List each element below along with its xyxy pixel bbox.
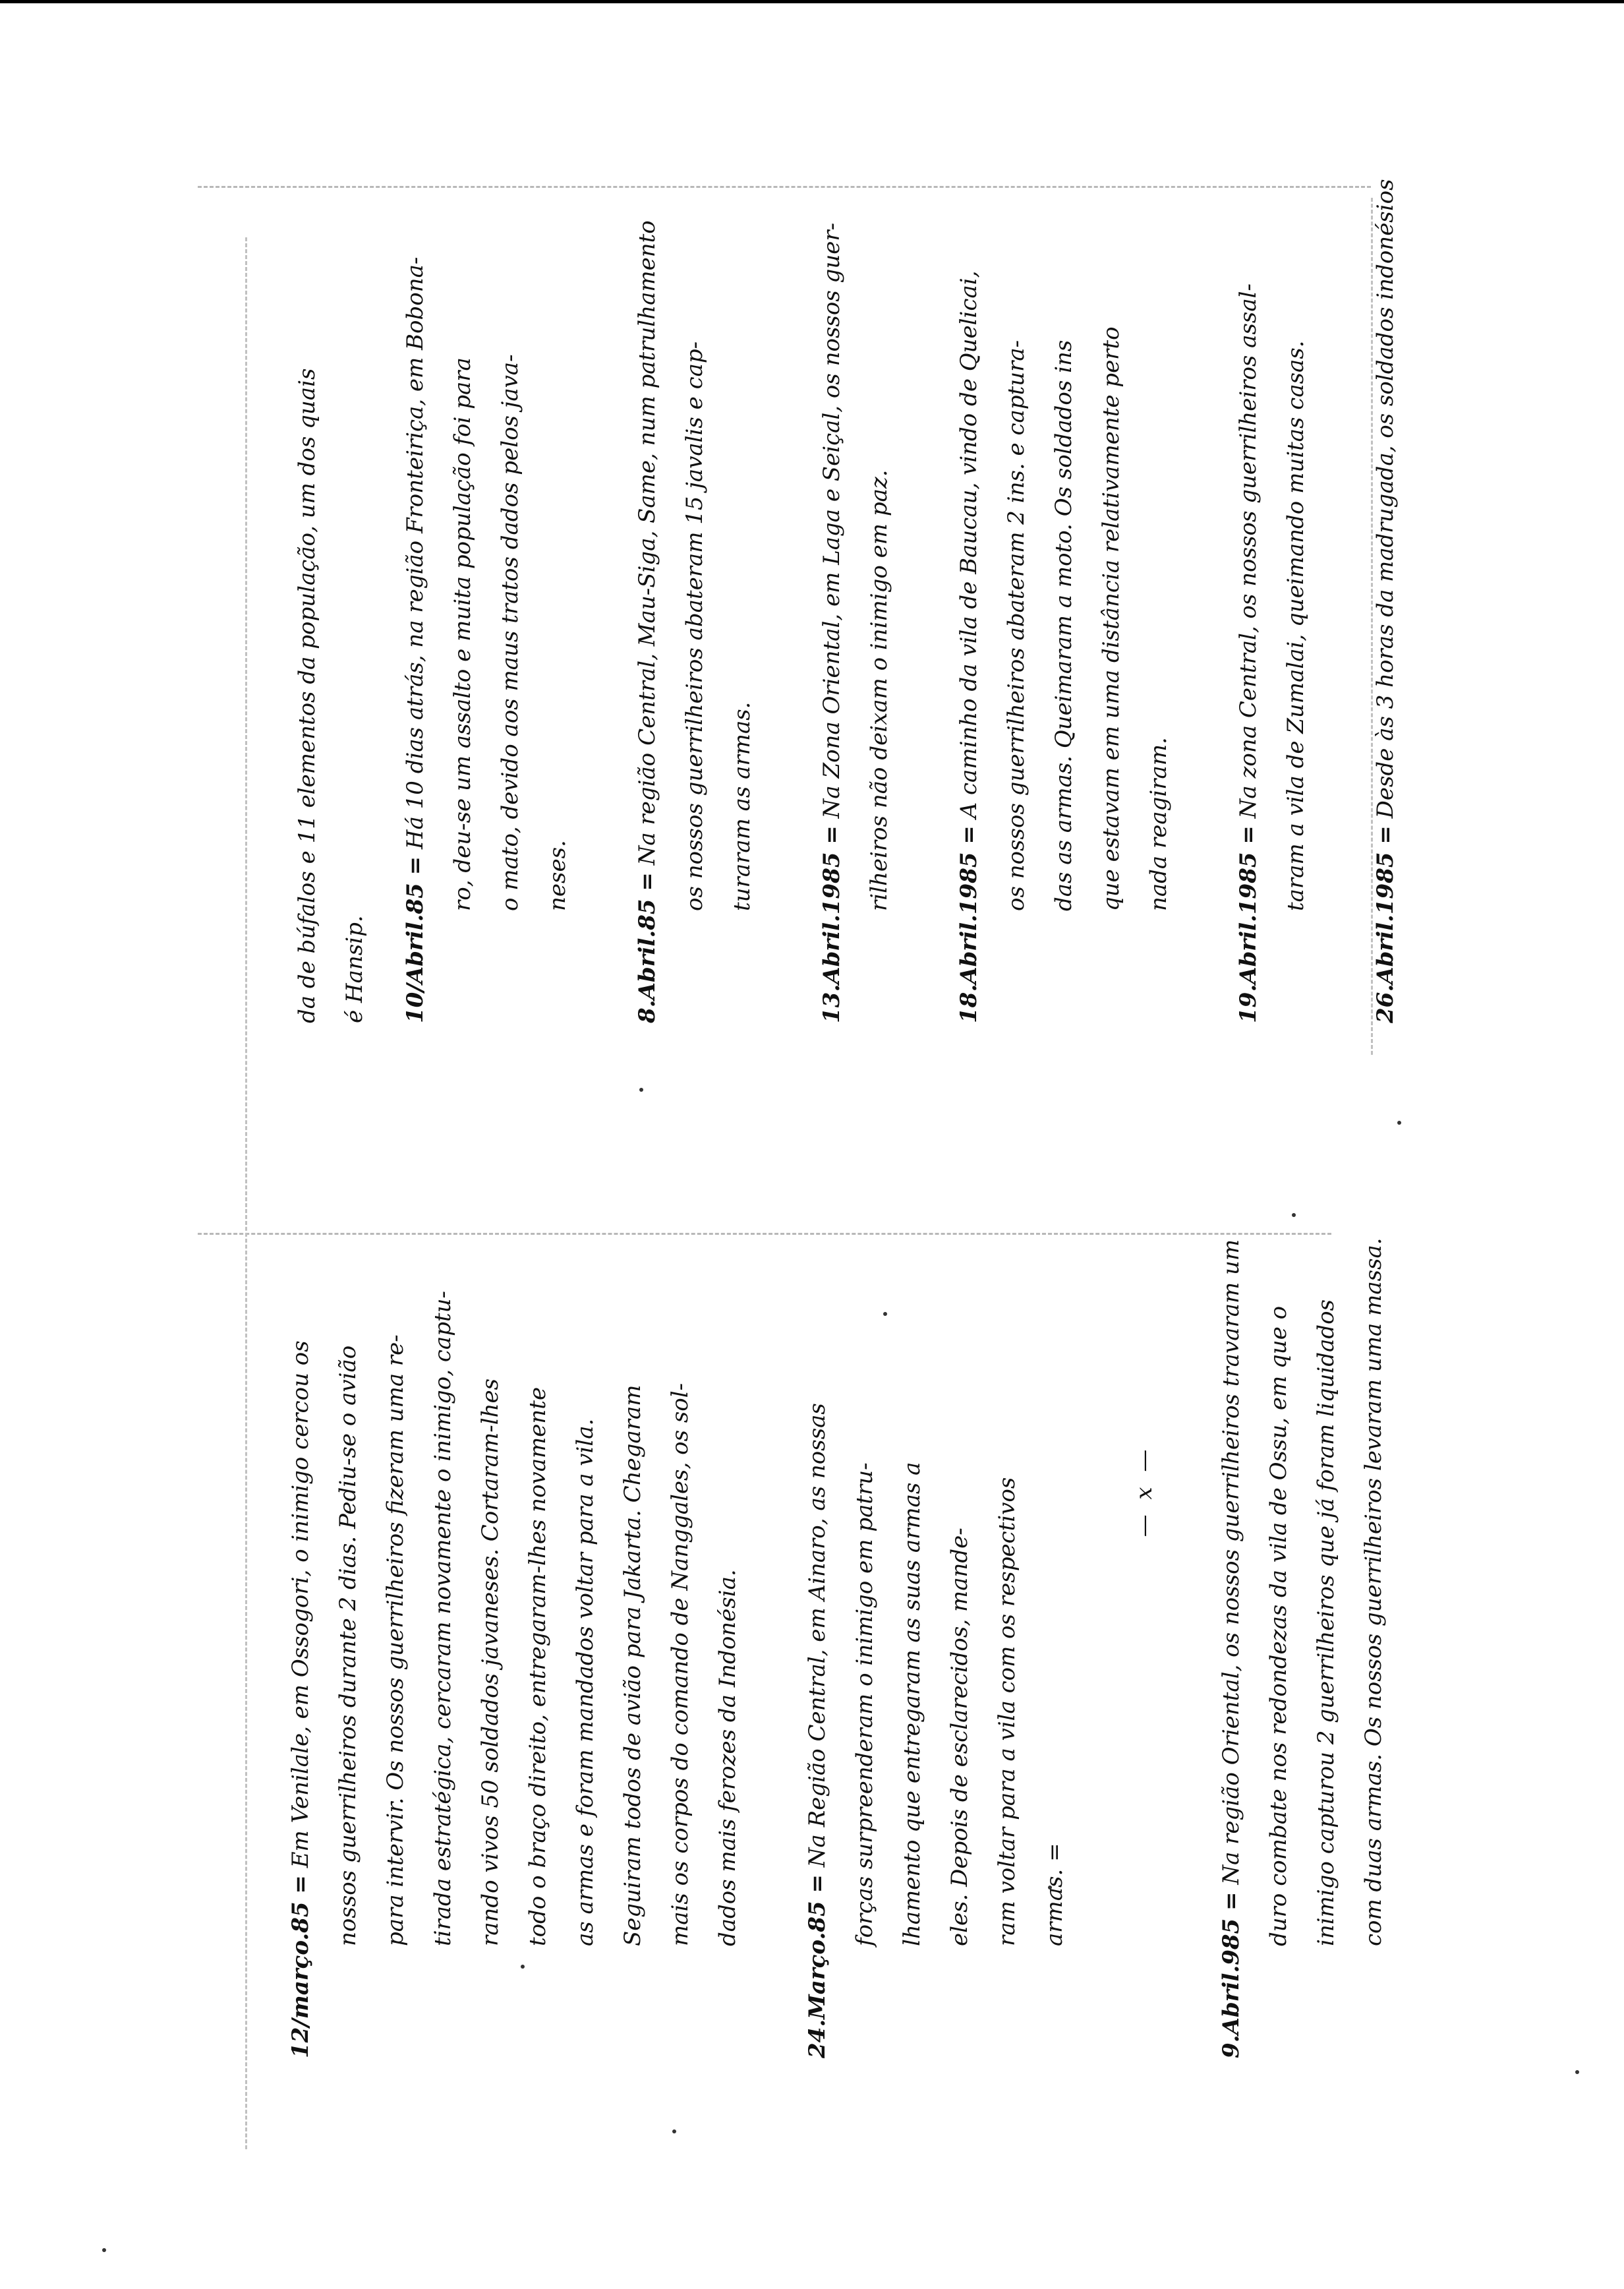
entry-date: 9.Abril.985 = xyxy=(1218,1891,1244,2058)
entry-date: 19.Abril.1985 = xyxy=(1235,825,1262,1023)
entry-line: dados mais ferozes da Indonésia. xyxy=(714,1569,741,1946)
entry-line: é Hansip. xyxy=(341,915,368,1023)
entry-12-marco xyxy=(277,924,751,2058)
entry-line: turaram as armas. xyxy=(729,701,755,911)
entry-line: o mato, devido aos maus tratos dados pelos java- xyxy=(497,354,523,911)
entry-line: duro combate nos redondezas da vila de Ossu, em que o xyxy=(1265,1305,1292,1946)
entry-line: Desde às 3 horas da madrugada, os soldados indonésios xyxy=(1372,179,1399,819)
entry-line: neses. xyxy=(544,840,571,911)
entry-line: ro, deu-se um assalto e muita população foi para xyxy=(450,357,476,911)
entry-9-abril xyxy=(1207,924,1397,2058)
entry-26-abril xyxy=(1362,61,1409,1023)
entry-date: 24.Março.85 = xyxy=(804,1874,830,2058)
entry-line: Na região Oriental, os nossos guerrilheiros travaram um xyxy=(1218,1239,1244,1885)
entry-line: Na zona Central, os nossos guerrilheiros assal- xyxy=(1235,283,1262,819)
entry-line: Seguiram todos de avião para Jakarta. Chegaram xyxy=(620,1384,646,1946)
entry-date: 12/março.85 = xyxy=(287,1875,314,2058)
entry-18-abril xyxy=(945,61,1182,1023)
entry-19-abril xyxy=(1225,61,1320,1023)
entry-line: tirada estratégica, cercaram novamente o inimigo, captu- xyxy=(430,1290,456,1946)
right-column xyxy=(283,61,1451,1023)
entry-line: Na Zona Oriental, em Laga e Seiçal, os nossos guer- xyxy=(819,222,845,819)
entry-line: lhamento que entregaram as suas armas a xyxy=(899,1462,925,1946)
entry-line: rilheiros não deixam o inimigo em paz. xyxy=(866,469,892,911)
entry-line: taram a vila de Zumalai, queimando muitas casas. xyxy=(1283,340,1309,911)
entry-date: 26.Abril.1985 = xyxy=(1372,825,1399,1023)
entry-line: os nossos guerrilheiros abateram 2 ins. e captura- xyxy=(1003,340,1030,911)
entry-13-abril xyxy=(808,61,903,1023)
entry-8-abril xyxy=(624,61,766,1023)
entry-line: nossos guerrilheiros durante 2 dias. Pediu-se o avião xyxy=(335,1345,361,1946)
entry-date: 8.Abril.85 = xyxy=(634,872,660,1023)
entry-24-marco xyxy=(794,924,1078,2058)
entry-line: da de búfalos e 11 elementos da população, um dos quais xyxy=(294,368,320,1023)
entry-line: mais os corpos do comando de Nanggales, os sol- xyxy=(667,1382,693,1946)
entry-line: Há 10 dias atrás, na região Fronteiriça, em Bobona- xyxy=(402,256,428,850)
entry-line: todo o braço direito, entregaram-lhes novamente xyxy=(525,1386,551,1946)
entry-10-abril xyxy=(392,61,581,1023)
entry-line: rando vivos 50 soldados javaneses. Cortaram-lhes xyxy=(477,1378,504,1946)
left-column xyxy=(277,924,1439,2058)
entry-line: Na região Central, Mau-Siga, Same, num patrulhamento xyxy=(634,220,660,866)
entry-date: 18.Abril.1985 = xyxy=(956,825,982,1023)
entry-line: ram voltar para a vila com os respectivos xyxy=(994,1477,1020,1946)
entry-line: que estavam em uma distância relativamente perto xyxy=(1098,326,1124,911)
entry-line: Na Região Central, em Ainaro, as nossas xyxy=(804,1403,830,1868)
entry-line: as armas e foram mandados voltar para a vila. xyxy=(572,1418,598,1946)
entry-line: para intervir. Os nossos guerrilheiros fizeram uma re- xyxy=(382,1334,409,1946)
entry-line: das as armas. Queimaram a moto. Os soldados ins xyxy=(1051,340,1077,911)
entry-line: Em Venilale, em Ossogori, o inimigo cercou os xyxy=(287,1340,314,1868)
entry-line: os nossos guerrilheiros abateram 15 javalis e cap- xyxy=(682,341,708,911)
entry-continuation xyxy=(283,61,378,1023)
entry-date: 10/Abril.85 = xyxy=(402,856,428,1023)
entry-line: nada reagiram. xyxy=(1146,737,1172,911)
entry-line: forças surpreenderam o inimigo em patru- xyxy=(852,1462,878,1946)
entry-line: armas. = xyxy=(1041,1843,1068,1946)
entry-line: inimigo capturou 2 guerrilheiros que já foram liquidados xyxy=(1313,1299,1339,1946)
entry-line: com duas armas. Os nossos guerrilheiros levaram uma massa. xyxy=(1360,1237,1387,1946)
entry-line: eles. Depois de esclarecidos, mande- xyxy=(946,1528,973,1946)
entry-date: 13.Abril.1985 = xyxy=(819,825,845,1023)
section-separator: — x — xyxy=(1131,1445,1157,1537)
entry-line: A caminho da vila de Baucau, vindo de Quelicai, xyxy=(956,270,982,819)
